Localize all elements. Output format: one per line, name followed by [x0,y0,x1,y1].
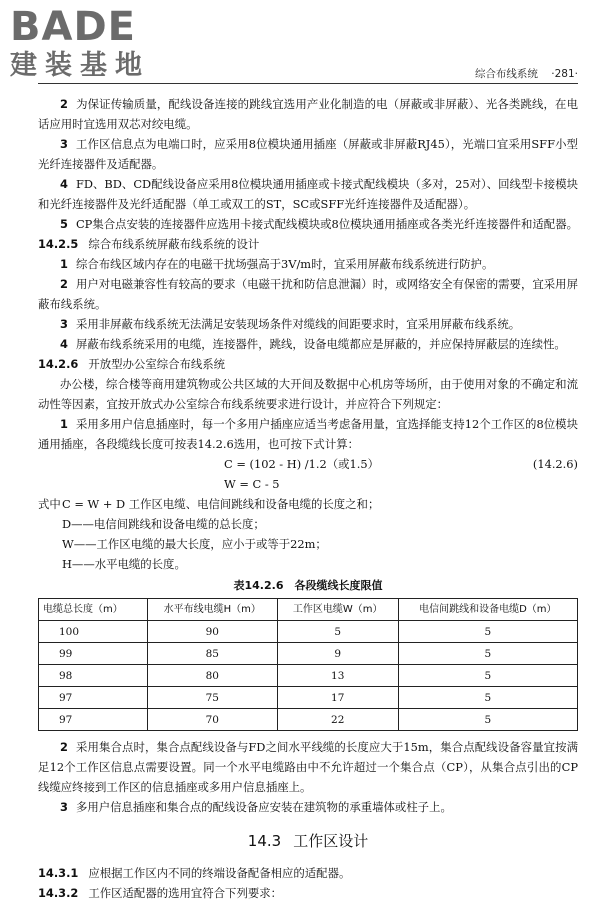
paragraph-text: 采用非屏蔽布线系统无法满足安装现场条件对缆线的间距要求时，宜采用屏蔽布线系统。 [75,317,521,331]
definition-row: H——水平电缆的长度。 [62,557,186,571]
column-header: 水平布线电缆H（m） [147,599,277,621]
table-row [39,621,578,643]
table-cell: 75 [147,687,277,709]
paragraph-text: 综合布线区域内存在的电磁干扰场强高于3V/m时，宜采用屏蔽布线系统进行防护。 [75,257,494,271]
list-item [38,737,578,797]
table-cell: 80 [147,665,277,687]
item-number: 2 [60,277,68,291]
paragraph-text: 采用多用户信息插座时，每一个多用户插座应适当考虑备用量，宜选择能支持12个工作区的8位模块通用插座，各段缆线长度可按表14.2.6选用，也可按下式计算： [38,417,578,451]
column-header: 电信间跳线和设备电缆D（m） [398,599,577,621]
paragraph-text: 多用户信息插座和集合点的配线设备应安装在建筑物的承重墙体或柱子上。 [75,800,452,814]
list-item [38,274,578,314]
definition-row: W——工作区电缆的最大长度，应小于或等于22m； [62,537,327,551]
table-row [39,643,578,665]
column-header: 电缆总长度（m） [39,599,148,621]
paragraph-3 [38,134,578,174]
item-number: 3 [60,137,68,151]
defs-lead: 式中 [38,497,61,511]
formula-c: C = (102 - H) /1.2（或1.5） [224,457,380,471]
table-cell: 100 [39,621,148,643]
page-number: ·281· [551,68,578,80]
table-cell: 17 [277,687,398,709]
definition-row: D——电信间跳线和设备电缆的总长度； [62,517,265,531]
item-number: 1 [60,417,68,431]
section-heading-14-2-6 [38,354,578,374]
paragraph-text: 屏蔽布线系统采用的电缆，连接器件，跳线，设备电缆都应是屏蔽的，并应保持屏蔽层的连续性。 [75,337,566,351]
item-number: 2 [60,740,68,754]
item-number: 3 [60,800,68,814]
item-number: 4 [60,177,68,191]
paragraph-text: 工作区信息点为电端口时，应采用8位模块通用插座（屏蔽或非屏蔽RJ45），光端口宜采用SFF小型光纤连接器件及适配器。 [38,137,578,171]
table-cell: 99 [39,643,148,665]
table-cell: 22 [277,709,398,731]
paragraph-text: FD、BD、CD配线设备应采用8位模块通用插座或卡接式配线模块（多对，25对）、回线型卡接模块和光纤连接器件及光纤适配器（单工或双工的ST，SC或SFF光纤连接器件及适配器）。 [38,177,578,211]
variable-definitions [38,494,578,574]
table-cell: 97 [39,687,148,709]
table-cell: 5 [398,709,577,731]
paragraph-text: 用户对电磁兼容性有较高的要求（电磁干扰和防信息泄漏）时，或网络安全有保密的需要，宜采用屏蔽布线系统。 [38,277,578,311]
table-caption: 表14.2.6 各段缆线长度限值 [233,579,383,592]
paragraph-text: 采用集合点时，集合点配线设备与FD之间水平线缆的长度应大于15m，集合点配线设备容量宜按满足12个工作区信息点需要设置。同一个水平电缆路由中不允许超过一个集合点（CP），从集合点引出的CP线缆应终接到工作区的信息插座或多用户信息插座上。 [38,740,578,794]
table-cell: 98 [39,665,148,687]
section-intro: 办公楼，综合楼等商用建筑物或公共区域的大开间及数据中心机房等场所，由于使用对象的不确定和流动性等因素，宜按开放式办公室综合布线系统要求进行设计，并应符合下列规定： [38,377,578,411]
logo-text: BADE [10,4,136,50]
section-heading-14-3 [38,831,578,851]
item-number: 1 [60,257,68,271]
table-cell: 13 [277,665,398,687]
clause-number: 14.3.1 [38,866,79,880]
definition-text: C = W + D 工作区电缆、电信间跳线和设备电缆的长度之和； [62,497,380,511]
table-row [39,665,578,687]
clause-number: 14.3.2 [38,886,79,900]
list-item [38,314,578,334]
table-row [39,687,578,709]
section-heading-14-2-5 [38,234,578,254]
paragraph-text: 为保证传输质量，配线设备连接的跳线宜选用产业化制造的电（屏蔽或非屏蔽）、光各类跳线，在电话应用时宜选用双芯对绞电缆。 [38,97,578,131]
clause-14-3-2 [38,883,578,903]
section-title: 综合布线系统屏蔽布线系统的设计 [88,237,260,251]
list-item [38,254,578,274]
formula-w: W = C - 5 [224,477,280,491]
table-cell: 97 [39,709,148,731]
list-item [38,414,578,454]
list-item [38,797,578,817]
table-cell: 5 [277,621,398,643]
definition-row [38,494,578,514]
table-cell: 5 [398,687,577,709]
column-header: 工作区电缆W（m） [277,599,398,621]
table-cell: 85 [147,643,277,665]
logo-subtitle: 建装基地 [10,50,150,81]
table-cell: 9 [277,643,398,665]
paragraph-2 [38,94,578,134]
section-number: 14.3 [247,832,282,850]
table-cell: 70 [147,709,277,731]
running-header [475,64,578,84]
item-number: 4 [60,337,68,351]
table-cell: 5 [398,643,577,665]
clause-14-3-1 [38,863,578,883]
table-cell: 5 [398,665,577,687]
clause-text: 应根据工作区内不同的终端设备配备相应的适配器。 [88,866,351,880]
table-cell: 5 [398,621,577,643]
item-number: 3 [60,317,68,331]
section-number: 14.2.5 [38,237,79,251]
paragraph-text: CP集合点安装的连接器件应选用卡接式配线模块或8位模块通用插座或各类光纤连接器件和适配器。 [75,217,578,231]
section-title: 开放型办公室综合布线系统 [88,357,226,371]
cable-length-table [38,598,578,731]
table-header-row [39,599,578,621]
clause-text: 工作区适配器的选用宜符合下列要求： [88,886,283,900]
formula-line-1 [38,454,578,474]
paragraph-5 [38,214,578,234]
section-title: 工作区设计 [293,832,369,850]
paragraph-4 [38,174,578,214]
equation-number: (14.2.6) [532,457,578,471]
section-number: 14.2.6 [38,357,79,371]
formula-line-2 [38,474,578,494]
item-number: 2 [60,97,68,111]
header-divider [38,83,578,84]
page-body [38,94,578,903]
table-row [39,709,578,731]
bade-logo [10,6,180,86]
running-title: 综合布线系统 [474,68,538,80]
list-item [38,334,578,354]
item-number: 5 [60,217,68,231]
table-cell: 90 [147,621,277,643]
